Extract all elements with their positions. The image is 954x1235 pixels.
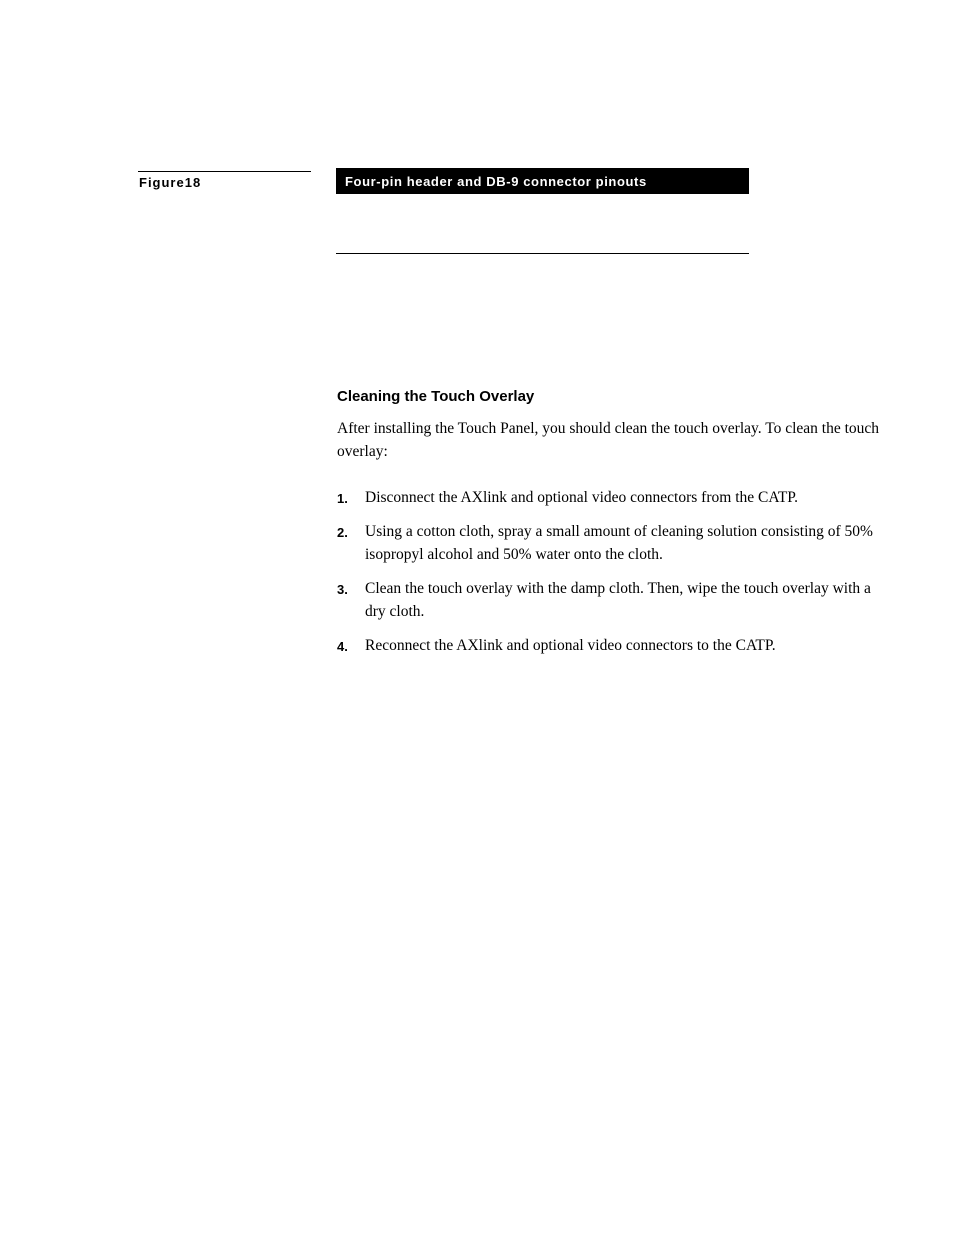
figure-title: Four-pin header and DB-9 connector pinouts	[345, 174, 647, 189]
figure-title-bar	[336, 168, 749, 194]
step-text: Reconnect the AXlink and optional video connectors to the CATP.	[365, 637, 776, 654]
figure-label: Figure18	[139, 175, 202, 190]
figure-label-rule	[138, 171, 311, 172]
step-item	[337, 577, 889, 623]
figure-bottom-rule	[336, 253, 749, 254]
step-text: Disconnect the AXlink and optional video connectors from the CATP.	[365, 489, 799, 506]
intro-paragraph: After installing the Touch Panel, you should clean the touch overlay. To clean the touch overlay:	[337, 420, 880, 460]
step-number: 3.	[337, 582, 348, 597]
step-text: Clean the touch overlay with the damp cloth. Then, wipe the touch overlay with a dry cloth.	[365, 580, 871, 620]
step-number: 2.	[337, 525, 348, 540]
steps-list	[337, 486, 889, 657]
step-number: 4.	[337, 639, 348, 654]
step-item	[337, 520, 889, 566]
section-heading: Cleaning the Touch Overlay	[337, 388, 535, 405]
step-item	[337, 634, 889, 657]
cleaning-section	[337, 387, 889, 668]
step-text: Using a cotton cloth, spray a small amount of cleaning solution consisting of 50% isopropyl alcohol and 50% water onto the cloth.	[365, 523, 873, 563]
step-item	[337, 486, 889, 509]
step-number: 1.	[337, 491, 348, 506]
